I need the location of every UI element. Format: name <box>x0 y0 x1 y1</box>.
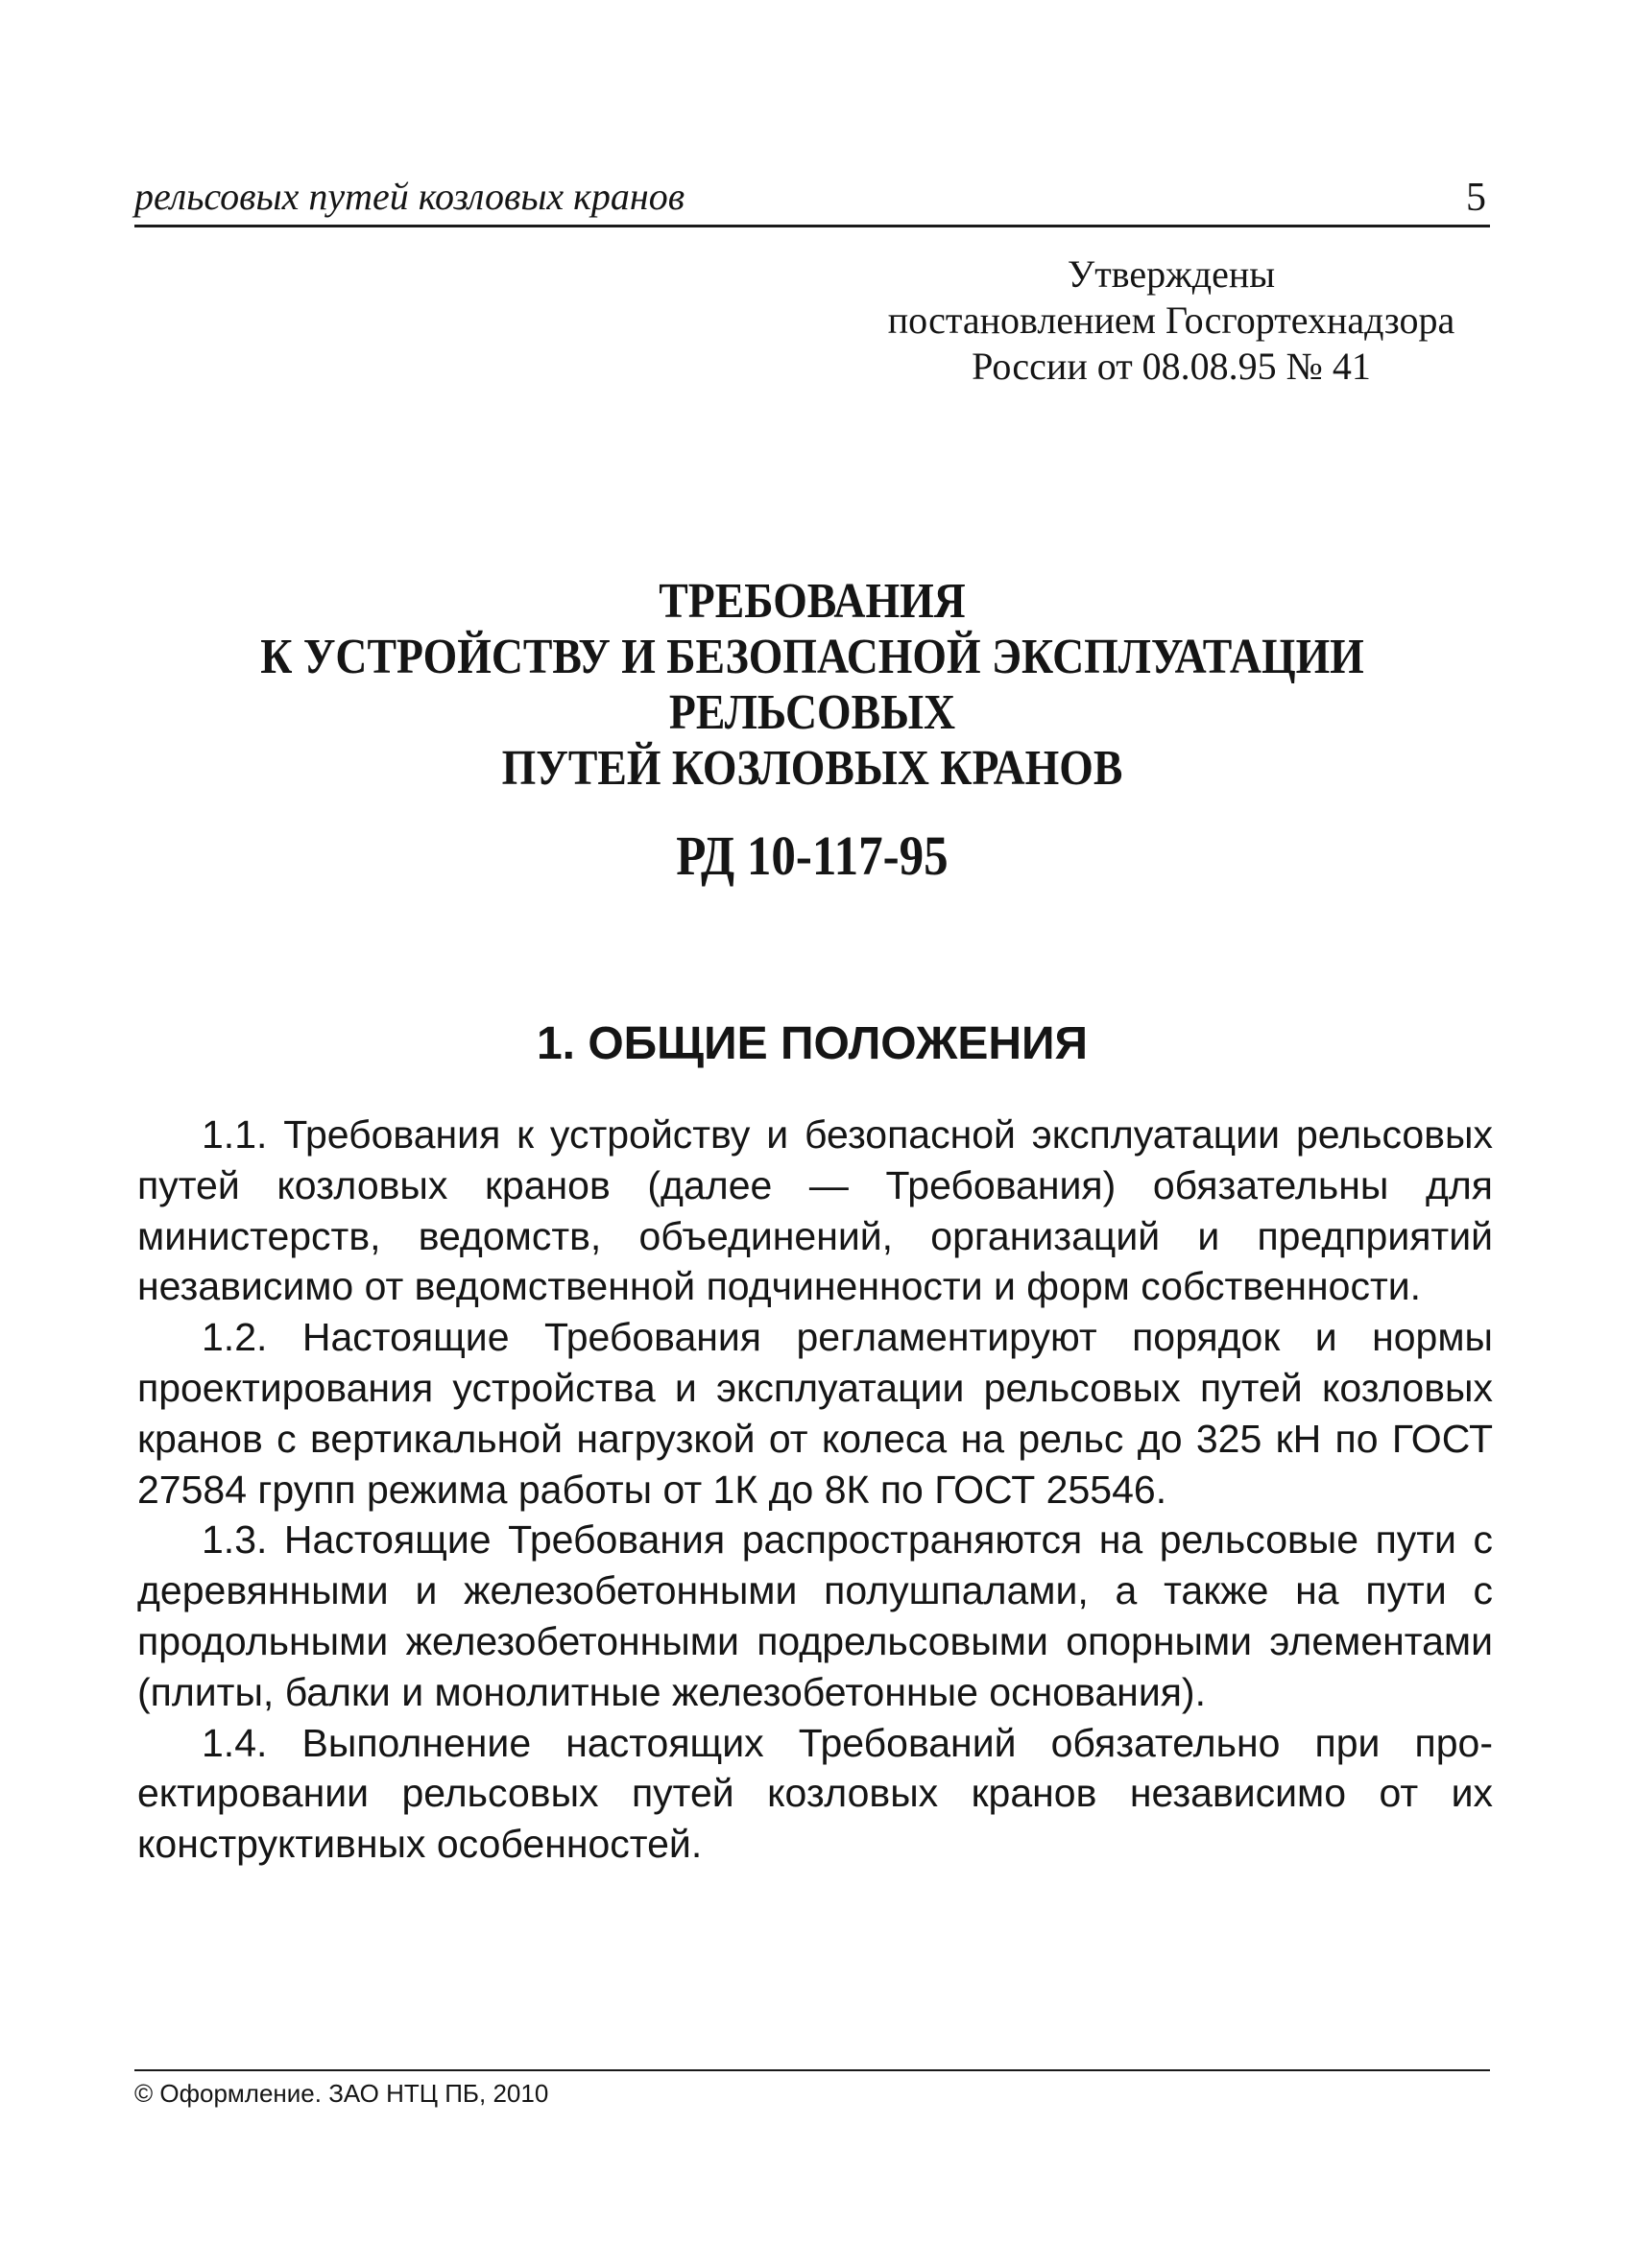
approval-line: России от 08.08.95 № 41 <box>972 345 1371 388</box>
approval-line: Утверждены <box>1067 252 1276 296</box>
paragraph: 1.3. Настоящие Требования распространяются на рельсовые пути с деревянными и железобетонными полушпалами, а также на пути с продольными железобетонными подрельсовыми опорными элементами (плиты, балки и монолитные железобетонные основания). <box>137 1517 1493 1714</box>
title-line: ТРЕБОВАНИЯ <box>659 574 966 629</box>
approval-line: постановлением Госгортехнадзора <box>887 298 1455 342</box>
paragraph: 1.1. Требования к устройству и безопасной эксплуатации рельсовых путей козловых кранов (далее — Требования) обязательны для министерств, ведомств, объединений, организаций и предприятий независимо от ведомственной подчиненности и форм собственности. <box>137 1112 1493 1309</box>
section-body <box>137 1110 1493 1870</box>
running-header <box>134 175 1490 227</box>
document-code: РД 10-117-95 <box>676 824 949 887</box>
paragraph: 1.4. Выполнение настоящих Требований обязательно при проектировании рельсовых путей козловых кранов независимо от их конструктивных особенностей. <box>137 1720 1493 1867</box>
section-heading: 1. ОБЩИЕ ПОЛОЖЕНИЯ <box>536 1018 1089 1069</box>
approval-block <box>826 251 1517 390</box>
document-title <box>216 574 1409 797</box>
title-line: К УСТРОЙСТВУ И БЕЗОПАСНОЙ ЭКСПЛУАТАЦИИ РЕЛЬСОВЫХ <box>260 630 1364 740</box>
paragraph: 1.2. Настоящие Требования регламентируют порядок и нормы проектирования устройства и эксплуатации рельсовых путей козловых кранов с вертикальной нагрузкой от колеса на рельс до 325 кН по ГОСТ 27584 групп режима работы от 1К до 8К по ГОСТ 25546. <box>137 1315 1493 1512</box>
title-line: ПУТЕЙ КОЗЛОВЫХ КРАНОВ <box>501 741 1123 796</box>
running-title: рельсовых путей козловых кранов <box>134 175 685 218</box>
footer-divider <box>134 2069 1490 2071</box>
page-number: 5 <box>1466 176 1486 220</box>
copyright-note: © Оформление. ЗАО НТЦ ПБ, 2010 <box>134 2079 549 2108</box>
